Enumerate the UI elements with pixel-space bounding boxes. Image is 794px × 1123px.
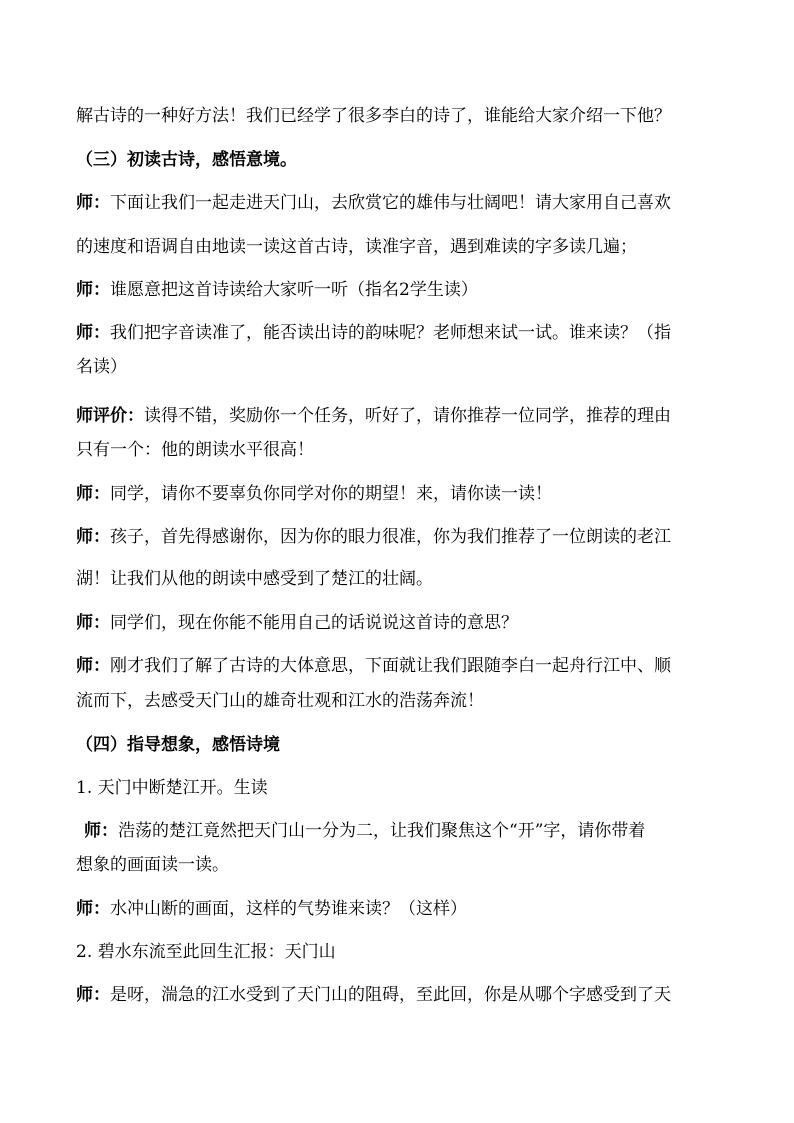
speaker-label: 师评价： — [76, 406, 144, 426]
paragraph-line: 想象的画面读一读。 — [76, 855, 229, 875]
teacher-line: 师：同学们，现在你能不能用自己的话说说这首诗的意思？ — [76, 613, 518, 633]
paragraph-line: 湖！让我们从他的朗读中感受到了楚江的壮阔。 — [76, 569, 433, 589]
teacher-line: 师：浩荡的楚江竟然把天门山一分为二，让我们聚焦这个“开”字，请你带着 — [84, 821, 646, 841]
teacher-line: 师：水冲山断的画面，这样的气势谁来读？（这样） — [76, 899, 467, 919]
section-heading: （三）初读古诗，感悟意境。 — [76, 150, 297, 170]
section-heading: （四）指导想象，感悟诗境 — [76, 735, 280, 755]
teacher-line: 师评价：读得不错，奖励你一个任务，听好了，请你推荐一位同学，推荐的理由 — [76, 406, 671, 426]
paragraph-line: 只有一个：他的朗读水平很高！ — [76, 440, 314, 460]
paragraph-line: 名读） — [76, 357, 127, 377]
teacher-line: 师：是呀，湍急的江水受到了天门山的阻碍，至此回，你是从哪个字感受到了天 — [76, 985, 671, 1005]
numbered-item: 1. 天门中断楚江开。生读 — [76, 778, 268, 798]
speaker-label: 师： — [76, 484, 110, 504]
teacher-line: 师：刚才我们了解了古诗的大体意思，下面就让我们跟随李白一起舟行江中、顺 — [76, 656, 671, 676]
speaker-label: 师： — [76, 613, 110, 633]
paragraph-line: 解古诗的一种好方法！我们已经学了很多李白的诗了，谁能给大家介绍一下他？ — [76, 106, 671, 126]
speaker-label: 师： — [76, 193, 110, 213]
speaker-label: 师： — [76, 280, 110, 300]
paragraph-line: 的速度和语调自由地读一读这首古诗，读准字音，遇到难读的字多读几遍； — [76, 237, 637, 257]
speaker-label: 师： — [84, 821, 118, 841]
speaker-label: 师： — [76, 985, 110, 1005]
teacher-line: 师：我们把字音读准了，能否读出诗的韵味呢？老师想来试一试。谁来读？（指 — [76, 323, 671, 343]
numbered-item: 2. 碧水东流至此回生汇报：天门山 — [76, 942, 336, 962]
teacher-line: 师：同学，请你不要辜负你同学对你的期望！来，请你读一读！ — [76, 484, 552, 504]
paragraph-line: 流而下，去感受天门山的雄奇壮观和江水的浩荡奔流！ — [76, 691, 484, 711]
speaker-label: 师： — [76, 899, 110, 919]
speaker-label: 师： — [76, 656, 110, 676]
speaker-label: 师： — [76, 527, 110, 547]
teacher-line: 师：下面让我们一起走进天门山，去欣赏它的雄伟与壮阔吧！请大家用自己喜欢 — [76, 193, 671, 213]
speaker-label: 师： — [76, 323, 110, 343]
teacher-line: 师：谁愿意把这首诗读给大家听一听（指名2学生读） — [76, 280, 478, 300]
teacher-line: 师：孩子，首先得感谢你，因为你的眼力很准，你为我们推荐了一位朗读的老江 — [76, 527, 671, 547]
